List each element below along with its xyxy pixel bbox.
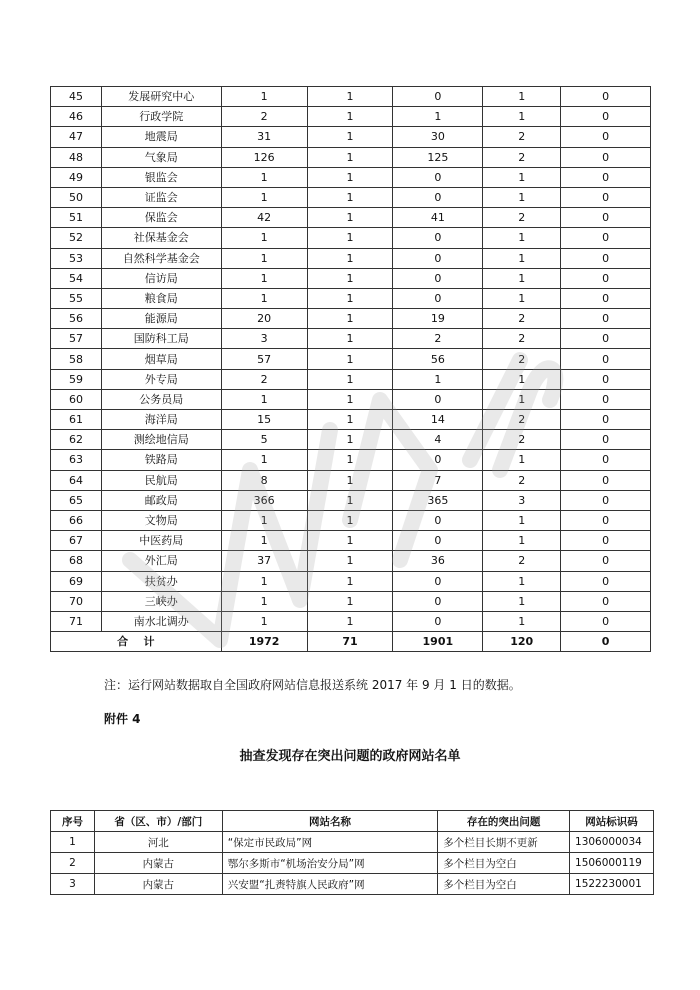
table-row: [51, 167, 651, 187]
table-cell: 0: [393, 248, 483, 268]
table-cell: 1: [307, 571, 393, 591]
table-row: [51, 591, 651, 611]
header-site-code: 网站标识码: [570, 811, 654, 832]
table-cell: 地震局: [101, 127, 221, 147]
table-cell: 41: [393, 208, 483, 228]
table-cell: 1: [307, 551, 393, 571]
table-cell: 0: [561, 571, 651, 591]
table-cell: 366: [221, 490, 307, 510]
table-cell: 1: [483, 389, 561, 409]
table-cell: 2: [483, 309, 561, 329]
table-cell: 保监会: [101, 208, 221, 228]
table-row: [51, 87, 651, 107]
table-cell: 邮政局: [101, 490, 221, 510]
table-cell: 1: [307, 349, 393, 369]
table-cell: 1: [307, 187, 393, 207]
table-cell: 行政学院: [101, 107, 221, 127]
table-cell: 1: [307, 450, 393, 470]
table-cell: 扶贫办: [101, 571, 221, 591]
table-cell: 1: [483, 187, 561, 207]
table-cell: 1: [51, 832, 95, 853]
table-cell: 0: [561, 410, 651, 430]
table-cell: 2: [483, 147, 561, 167]
statistics-table-body: [51, 87, 651, 652]
table-row: [51, 147, 651, 167]
total-value: 120: [483, 632, 561, 652]
table-cell: 1: [221, 591, 307, 611]
table-cell: 1: [483, 167, 561, 187]
table-cell: 3: [51, 874, 95, 895]
table-row: [51, 329, 651, 349]
table-cell: 1: [483, 228, 561, 248]
table-row: [51, 127, 651, 147]
table-cell: 0: [561, 147, 651, 167]
table-cell: 1: [483, 248, 561, 268]
list-title: 抽查发现存在突出问题的政府网站名单: [239, 749, 461, 764]
table-cell: 河北: [94, 832, 222, 853]
table-cell: 1: [307, 531, 393, 551]
table-cell: 1: [307, 208, 393, 228]
table-cell: 能源局: [101, 309, 221, 329]
table-cell: 2: [221, 107, 307, 127]
table-cell: 3: [221, 329, 307, 349]
table-cell: 0: [561, 329, 651, 349]
table-row: [51, 228, 651, 248]
table-cell: 49: [51, 167, 102, 187]
table-cell: 0: [561, 510, 651, 530]
table-cell: 兴安盟“扎赉特旗人民政府”网: [222, 874, 438, 895]
table-cell: 粮食局: [101, 288, 221, 308]
table-cell: 2: [483, 208, 561, 228]
header-region: 省（区、市）/部门: [94, 811, 222, 832]
table-cell: 0: [561, 107, 651, 127]
table-cell: 0: [393, 510, 483, 530]
table-cell: 68: [51, 551, 102, 571]
table-row: [51, 450, 651, 470]
table-cell: 61: [51, 410, 102, 430]
table-cell: 0: [393, 87, 483, 107]
table-cell: 1: [307, 510, 393, 530]
table-cell: 0: [561, 127, 651, 147]
table-cell: 铁路局: [101, 450, 221, 470]
table-cell: 南水北调办: [101, 611, 221, 631]
table-cell: 1: [483, 510, 561, 530]
table-cell: 56: [393, 349, 483, 369]
table-cell: 1: [221, 389, 307, 409]
table-cell: 银监会: [101, 167, 221, 187]
table-row: [51, 107, 651, 127]
table-row: [51, 288, 651, 308]
table-cell: 1: [307, 389, 393, 409]
table-row: [51, 510, 651, 530]
table-cell: 0: [561, 309, 651, 329]
table-row: [51, 430, 651, 450]
table-row: [51, 853, 654, 874]
table-cell: 多个栏目为空白: [438, 853, 570, 874]
table-cell: 51: [51, 208, 102, 228]
table-cell: 1: [483, 87, 561, 107]
table-cell: 3: [483, 490, 561, 510]
table-cell: 14: [393, 410, 483, 430]
table-cell: 2: [221, 369, 307, 389]
table-row: [51, 369, 651, 389]
table-cell: 0: [561, 369, 651, 389]
table-row: [51, 187, 651, 207]
table-cell: 1: [307, 430, 393, 450]
table-cell: 0: [561, 591, 651, 611]
table-cell: 2: [483, 127, 561, 147]
table-cell: 内蒙古: [94, 853, 222, 874]
table-cell: 126: [221, 147, 307, 167]
table-cell: 1: [307, 87, 393, 107]
table-cell: 55: [51, 288, 102, 308]
table-cell: 三峡办: [101, 591, 221, 611]
table-row: [51, 551, 651, 571]
table-cell: 1: [483, 591, 561, 611]
table-row: [51, 470, 651, 490]
table-cell: 30: [393, 127, 483, 147]
table-cell: 1: [221, 450, 307, 470]
statistics-table: [50, 86, 651, 652]
table-cell: 海洋局: [101, 410, 221, 430]
table-cell: 71: [51, 611, 102, 631]
table-row: [51, 832, 654, 853]
table-cell: 多个栏目为空白: [438, 874, 570, 895]
table-cell: 1: [221, 571, 307, 591]
table-cell: 国防科工局: [101, 329, 221, 349]
table-row: [51, 248, 651, 268]
table-cell: 0: [393, 591, 483, 611]
table-cell: 50: [51, 187, 102, 207]
table-cell: 0: [561, 531, 651, 551]
table-cell: 外专局: [101, 369, 221, 389]
table-cell: 1: [307, 107, 393, 127]
table-cell: 15: [221, 410, 307, 430]
table-cell: 1: [221, 288, 307, 308]
table-cell: 52: [51, 228, 102, 248]
data-source-note: 注：运行网站数据取自全国政府网站信息报送系统 2017 年 9 月 1 日的数据。: [104, 678, 521, 692]
table-cell: 57: [51, 329, 102, 349]
issue-table-body: [51, 832, 654, 895]
table-row: [51, 611, 651, 631]
table-cell: 1: [393, 369, 483, 389]
issue-website-table: [50, 810, 654, 895]
table-cell: 0: [393, 228, 483, 248]
table-cell: 0: [561, 228, 651, 248]
total-value: 1901: [393, 632, 483, 652]
table-cell: 0: [561, 288, 651, 308]
table-cell: 0: [393, 450, 483, 470]
table-cell: 1: [307, 410, 393, 430]
table-cell: 公务员局: [101, 389, 221, 409]
table-cell: 1: [307, 248, 393, 268]
table-cell: 1522230001: [570, 874, 654, 895]
table-cell: 1: [307, 591, 393, 611]
table-row: [51, 531, 651, 551]
table-cell: 0: [393, 571, 483, 591]
table-cell: 62: [51, 430, 102, 450]
table-cell: 1: [221, 531, 307, 551]
table-cell: 社保基金会: [101, 228, 221, 248]
table-cell: 1: [483, 450, 561, 470]
table-row: [51, 389, 651, 409]
table-cell: 0: [393, 167, 483, 187]
table-cell: 0: [561, 87, 651, 107]
table-cell: 0: [561, 208, 651, 228]
table-cell: 0: [561, 248, 651, 268]
table-cell: 0: [561, 450, 651, 470]
header-problem: 存在的突出问题: [438, 811, 570, 832]
table-cell: 1: [307, 147, 393, 167]
table-cell: 66: [51, 510, 102, 530]
table-cell: 2: [51, 853, 95, 874]
total-row: [51, 632, 651, 652]
header-index: 序号: [51, 811, 95, 832]
table-cell: 信访局: [101, 268, 221, 288]
table-cell: 1: [307, 127, 393, 147]
table-cell: 1: [483, 268, 561, 288]
table-cell: 1: [483, 531, 561, 551]
table-cell: 1: [307, 470, 393, 490]
table-cell: 57: [221, 349, 307, 369]
table-cell: 125: [393, 147, 483, 167]
table-cell: 0: [561, 470, 651, 490]
table-cell: 67: [51, 531, 102, 551]
table-cell: 1: [307, 329, 393, 349]
table-cell: 0: [393, 288, 483, 308]
table-cell: 365: [393, 490, 483, 510]
table-cell: 0: [561, 389, 651, 409]
table-cell: 2: [483, 551, 561, 571]
table-cell: 多个栏目长期不更新: [438, 832, 570, 853]
table-cell: 0: [561, 187, 651, 207]
table-cell: “保定市民政局”网: [222, 832, 438, 853]
table-cell: 2: [483, 430, 561, 450]
issue-table-header: [51, 811, 654, 832]
table-cell: 1: [221, 248, 307, 268]
table-cell: 文物局: [101, 510, 221, 530]
table-cell: 0: [561, 430, 651, 450]
table-cell: 1: [307, 490, 393, 510]
attachment-label: 附件 4: [104, 712, 141, 726]
total-label: 合 计: [51, 632, 222, 652]
table-cell: 0: [393, 389, 483, 409]
table-cell: 8: [221, 470, 307, 490]
table-cell: 发展研究中心: [101, 87, 221, 107]
table-cell: 测绘地信局: [101, 430, 221, 450]
table-cell: 54: [51, 268, 102, 288]
table-cell: 1: [221, 510, 307, 530]
table-cell: 1: [307, 369, 393, 389]
table-cell: 1: [483, 369, 561, 389]
table-cell: 自然科学基金会: [101, 248, 221, 268]
table-cell: 0: [393, 268, 483, 288]
table-cell: 1: [307, 309, 393, 329]
table-cell: 56: [51, 309, 102, 329]
table-row: [51, 268, 651, 288]
table-cell: 64: [51, 470, 102, 490]
table-cell: 36: [393, 551, 483, 571]
table-cell: 2: [483, 410, 561, 430]
table-row: [51, 349, 651, 369]
table-cell: 0: [561, 268, 651, 288]
table-cell: 46: [51, 107, 102, 127]
table-cell: 1: [393, 107, 483, 127]
table-cell: 37: [221, 551, 307, 571]
table-cell: 4: [393, 430, 483, 450]
table-row: [51, 309, 651, 329]
table-row: [51, 490, 651, 510]
table-cell: 48: [51, 147, 102, 167]
table-cell: 外汇局: [101, 551, 221, 571]
table-cell: 2: [483, 329, 561, 349]
table-cell: 19: [393, 309, 483, 329]
table-cell: 5: [221, 430, 307, 450]
table-cell: 0: [393, 531, 483, 551]
table-cell: 2: [393, 329, 483, 349]
table-cell: 1: [307, 268, 393, 288]
table-cell: 1: [221, 87, 307, 107]
table-cell: 中医药局: [101, 531, 221, 551]
header-site-name: 网站名称: [222, 811, 438, 832]
table-cell: 1306000034: [570, 832, 654, 853]
table-cell: 65: [51, 490, 102, 510]
table-cell: 2: [483, 470, 561, 490]
table-row: [51, 208, 651, 228]
table-cell: 31: [221, 127, 307, 147]
table-cell: 1: [221, 268, 307, 288]
table-cell: 20: [221, 309, 307, 329]
table-cell: 1: [483, 611, 561, 631]
table-cell: 1: [483, 288, 561, 308]
total-value: 71: [307, 632, 393, 652]
table-row: [51, 874, 654, 895]
table-cell: 1: [221, 228, 307, 248]
table-cell: 42: [221, 208, 307, 228]
table-cell: 0: [393, 187, 483, 207]
table-cell: 1506000119: [570, 853, 654, 874]
table-cell: 45: [51, 87, 102, 107]
table-cell: 53: [51, 248, 102, 268]
table-cell: 58: [51, 349, 102, 369]
table-cell: 1: [221, 167, 307, 187]
table-cell: 47: [51, 127, 102, 147]
table-cell: 0: [561, 551, 651, 571]
table-cell: 0: [561, 611, 651, 631]
table-cell: 60: [51, 389, 102, 409]
table-cell: 2: [483, 349, 561, 369]
total-value: 0: [561, 632, 651, 652]
total-value: 1972: [221, 632, 307, 652]
table-row: [51, 571, 651, 591]
table-cell: 70: [51, 591, 102, 611]
table-row: [51, 410, 651, 430]
table-cell: 63: [51, 450, 102, 470]
table-cell: 1: [307, 611, 393, 631]
table-cell: 1: [221, 187, 307, 207]
table-cell: 0: [393, 611, 483, 631]
table-cell: 证监会: [101, 187, 221, 207]
table-cell: 0: [561, 167, 651, 187]
table-cell: 1: [483, 107, 561, 127]
table-cell: 0: [561, 490, 651, 510]
table-cell: 1: [307, 228, 393, 248]
table-cell: 内蒙古: [94, 874, 222, 895]
table-cell: 气象局: [101, 147, 221, 167]
table-cell: 0: [561, 349, 651, 369]
table-cell: 烟草局: [101, 349, 221, 369]
table-cell: 1: [307, 288, 393, 308]
table-cell: 民航局: [101, 470, 221, 490]
table-cell: 1: [483, 571, 561, 591]
table-cell: 69: [51, 571, 102, 591]
table-cell: 59: [51, 369, 102, 389]
table-cell: 鄂尔多斯市“机场治安分局”网: [222, 853, 438, 874]
table-cell: 1: [307, 167, 393, 187]
table-cell: 1: [221, 611, 307, 631]
table-cell: 7: [393, 470, 483, 490]
